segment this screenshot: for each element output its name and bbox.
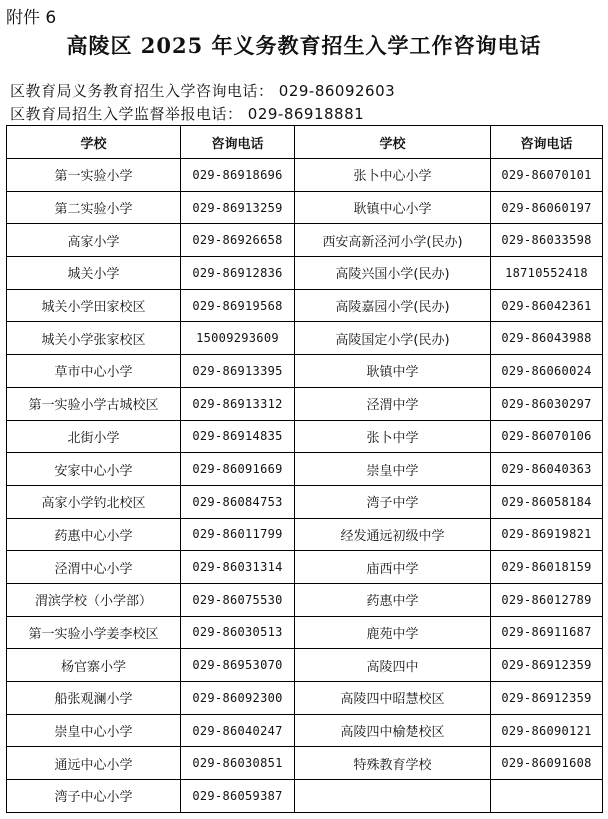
school-cell: 高陵四中昭慧校区: [295, 682, 491, 715]
school-cell: 张卜中学: [295, 420, 491, 453]
header-school-1: 学校: [7, 126, 181, 159]
header-phone-1: 咨询电话: [181, 126, 295, 159]
phone-cell: 029-86033598: [491, 224, 603, 257]
school-cell: 崇皇中学: [295, 453, 491, 486]
school-cell: 城关小学张家校区: [7, 322, 181, 355]
table-row: [7, 191, 603, 224]
table-row: [7, 649, 603, 682]
school-cell: 耿镇中学: [295, 355, 491, 388]
phone-cell: 029-86058184: [491, 485, 603, 518]
table-row: [7, 387, 603, 420]
header-phone-2: 咨询电话: [491, 126, 603, 159]
phone-cell: 029-86084753: [181, 485, 295, 518]
school-cell: 北街小学: [7, 420, 181, 453]
phone-cell: 029-86042361: [491, 289, 603, 322]
phone-cell: 15009293609: [181, 322, 295, 355]
school-cell: 耿镇中心小学: [295, 191, 491, 224]
school-cell: 城关小学田家校区: [7, 289, 181, 322]
phone-cell: 029-86919568: [181, 289, 295, 322]
school-cell: 高家小学钓北校区: [7, 485, 181, 518]
school-cell: 通远中心小学: [7, 747, 181, 780]
school-cell: 高家小学: [7, 224, 181, 257]
phone-cell: 029-86914835: [181, 420, 295, 453]
contact-table: [6, 125, 603, 813]
phone-cell: 029-86912359: [491, 649, 603, 682]
table-row: [7, 257, 603, 290]
school-cell: 第一实验小学: [7, 159, 181, 192]
phone-cell: 029-86953070: [181, 649, 295, 682]
school-cell: 湾子中学: [295, 485, 491, 518]
phone-cell: 029-86092300: [181, 682, 295, 715]
phone-cell: 029-86070106: [491, 420, 603, 453]
school-cell: 渭滨学校（小学部）: [7, 583, 181, 616]
table-row: [7, 485, 603, 518]
table-row: [7, 453, 603, 486]
phone-cell: 029-86018159: [491, 551, 603, 584]
page-title: 高陵区 2025 年义务教育招生入学工作咨询电话: [66, 33, 542, 58]
school-cell: 草市中心小学: [7, 355, 181, 388]
school-cell: 安家中心小学: [7, 453, 181, 486]
phone-cell: 029-86926658: [181, 224, 295, 257]
phone-cell: 029-86030513: [181, 616, 295, 649]
phone-cell: 029-86091669: [181, 453, 295, 486]
school-cell: 泾渭中学: [295, 387, 491, 420]
phone-cell: 029-86012789: [491, 583, 603, 616]
school-cell: 湾子中心小学: [7, 780, 181, 813]
header-school-2: 学校: [295, 126, 491, 159]
school-cell: 庙西中学: [295, 551, 491, 584]
table-row: [7, 682, 603, 715]
table-header-row: [7, 126, 603, 159]
school-cell: 第一实验小学古城校区: [7, 387, 181, 420]
school-cell: 高陵四中榆楚校区: [295, 714, 491, 747]
phone-cell: 029-86059387: [181, 780, 295, 813]
school-cell: 鹿苑中学: [295, 616, 491, 649]
phone-cell: 029-86090121: [491, 714, 603, 747]
school-cell: 张卜中心小学: [295, 159, 491, 192]
phone-cell: 029-86919821: [491, 518, 603, 551]
table-row: [7, 583, 603, 616]
school-cell: 城关小学: [7, 257, 181, 290]
phone-cell: 029-86918696: [181, 159, 295, 192]
school-cell: 高陵兴国小学(民办): [295, 257, 491, 290]
phone-cell: 029-86011799: [181, 518, 295, 551]
school-cell: 第一实验小学姜李校区: [7, 616, 181, 649]
table-row: [7, 322, 603, 355]
phone-cell: 029-86043988: [491, 322, 603, 355]
school-cell: 药惠中学: [295, 583, 491, 616]
table-row: [7, 551, 603, 584]
school-cell: 药惠中心小学: [7, 518, 181, 551]
phone-cell: 029-86911687: [491, 616, 603, 649]
table-row: [7, 159, 603, 192]
school-cell: 特殊教育学校: [295, 747, 491, 780]
phone-cell: 029-86070101: [491, 159, 603, 192]
phone-cell: 029-86040247: [181, 714, 295, 747]
school-cell: 高陵国定小学(民办): [295, 322, 491, 355]
phone-cell: 029-86060197: [491, 191, 603, 224]
school-cell: [295, 780, 491, 813]
phone-cell: 029-86030297: [491, 387, 603, 420]
table-row: [7, 747, 603, 780]
phone-cell: 029-86912836: [181, 257, 295, 290]
table-row: [7, 224, 603, 257]
attachment-label: 附件 6: [6, 8, 57, 28]
phone-cell: 18710552418: [491, 257, 603, 290]
school-cell: 高陵四中: [295, 649, 491, 682]
table-row: [7, 518, 603, 551]
school-cell: 西安高新泾河小学(民办): [295, 224, 491, 257]
phone-cell: [491, 780, 603, 813]
phone-cell: 029-86060024: [491, 355, 603, 388]
table-row: [7, 714, 603, 747]
phone-cell: 029-86913312: [181, 387, 295, 420]
phone-cell: 029-86912359: [491, 682, 603, 715]
table-row: [7, 780, 603, 813]
school-cell: 高陵嘉园小学(民办): [295, 289, 491, 322]
school-cell: 经发通远初级中学: [295, 518, 491, 551]
school-cell: 泾渭中心小学: [7, 551, 181, 584]
phone-cell: 029-86913259: [181, 191, 295, 224]
phone-cell: 029-86091608: [491, 747, 603, 780]
phone-cell: 029-86031314: [181, 551, 295, 584]
phone-cell: 029-86913395: [181, 355, 295, 388]
school-cell: 第二实验小学: [7, 191, 181, 224]
table-row: [7, 420, 603, 453]
school-cell: 船张观澜小学: [7, 682, 181, 715]
report-phone-line: 区教育局招生入学监督举报电话： 029-86918881: [10, 105, 365, 123]
phone-cell: 029-86075530: [181, 583, 295, 616]
table-row: [7, 289, 603, 322]
consult-phone-line: 区教育局义务教育招生入学咨询电话： 029-86092603: [10, 82, 396, 100]
table-row: [7, 355, 603, 388]
phone-cell: 029-86040363: [491, 453, 603, 486]
phone-cell: 029-86030851: [181, 747, 295, 780]
school-cell: 崇皇中心小学: [7, 714, 181, 747]
school-cell: 杨官寨小学: [7, 649, 181, 682]
table-row: [7, 616, 603, 649]
